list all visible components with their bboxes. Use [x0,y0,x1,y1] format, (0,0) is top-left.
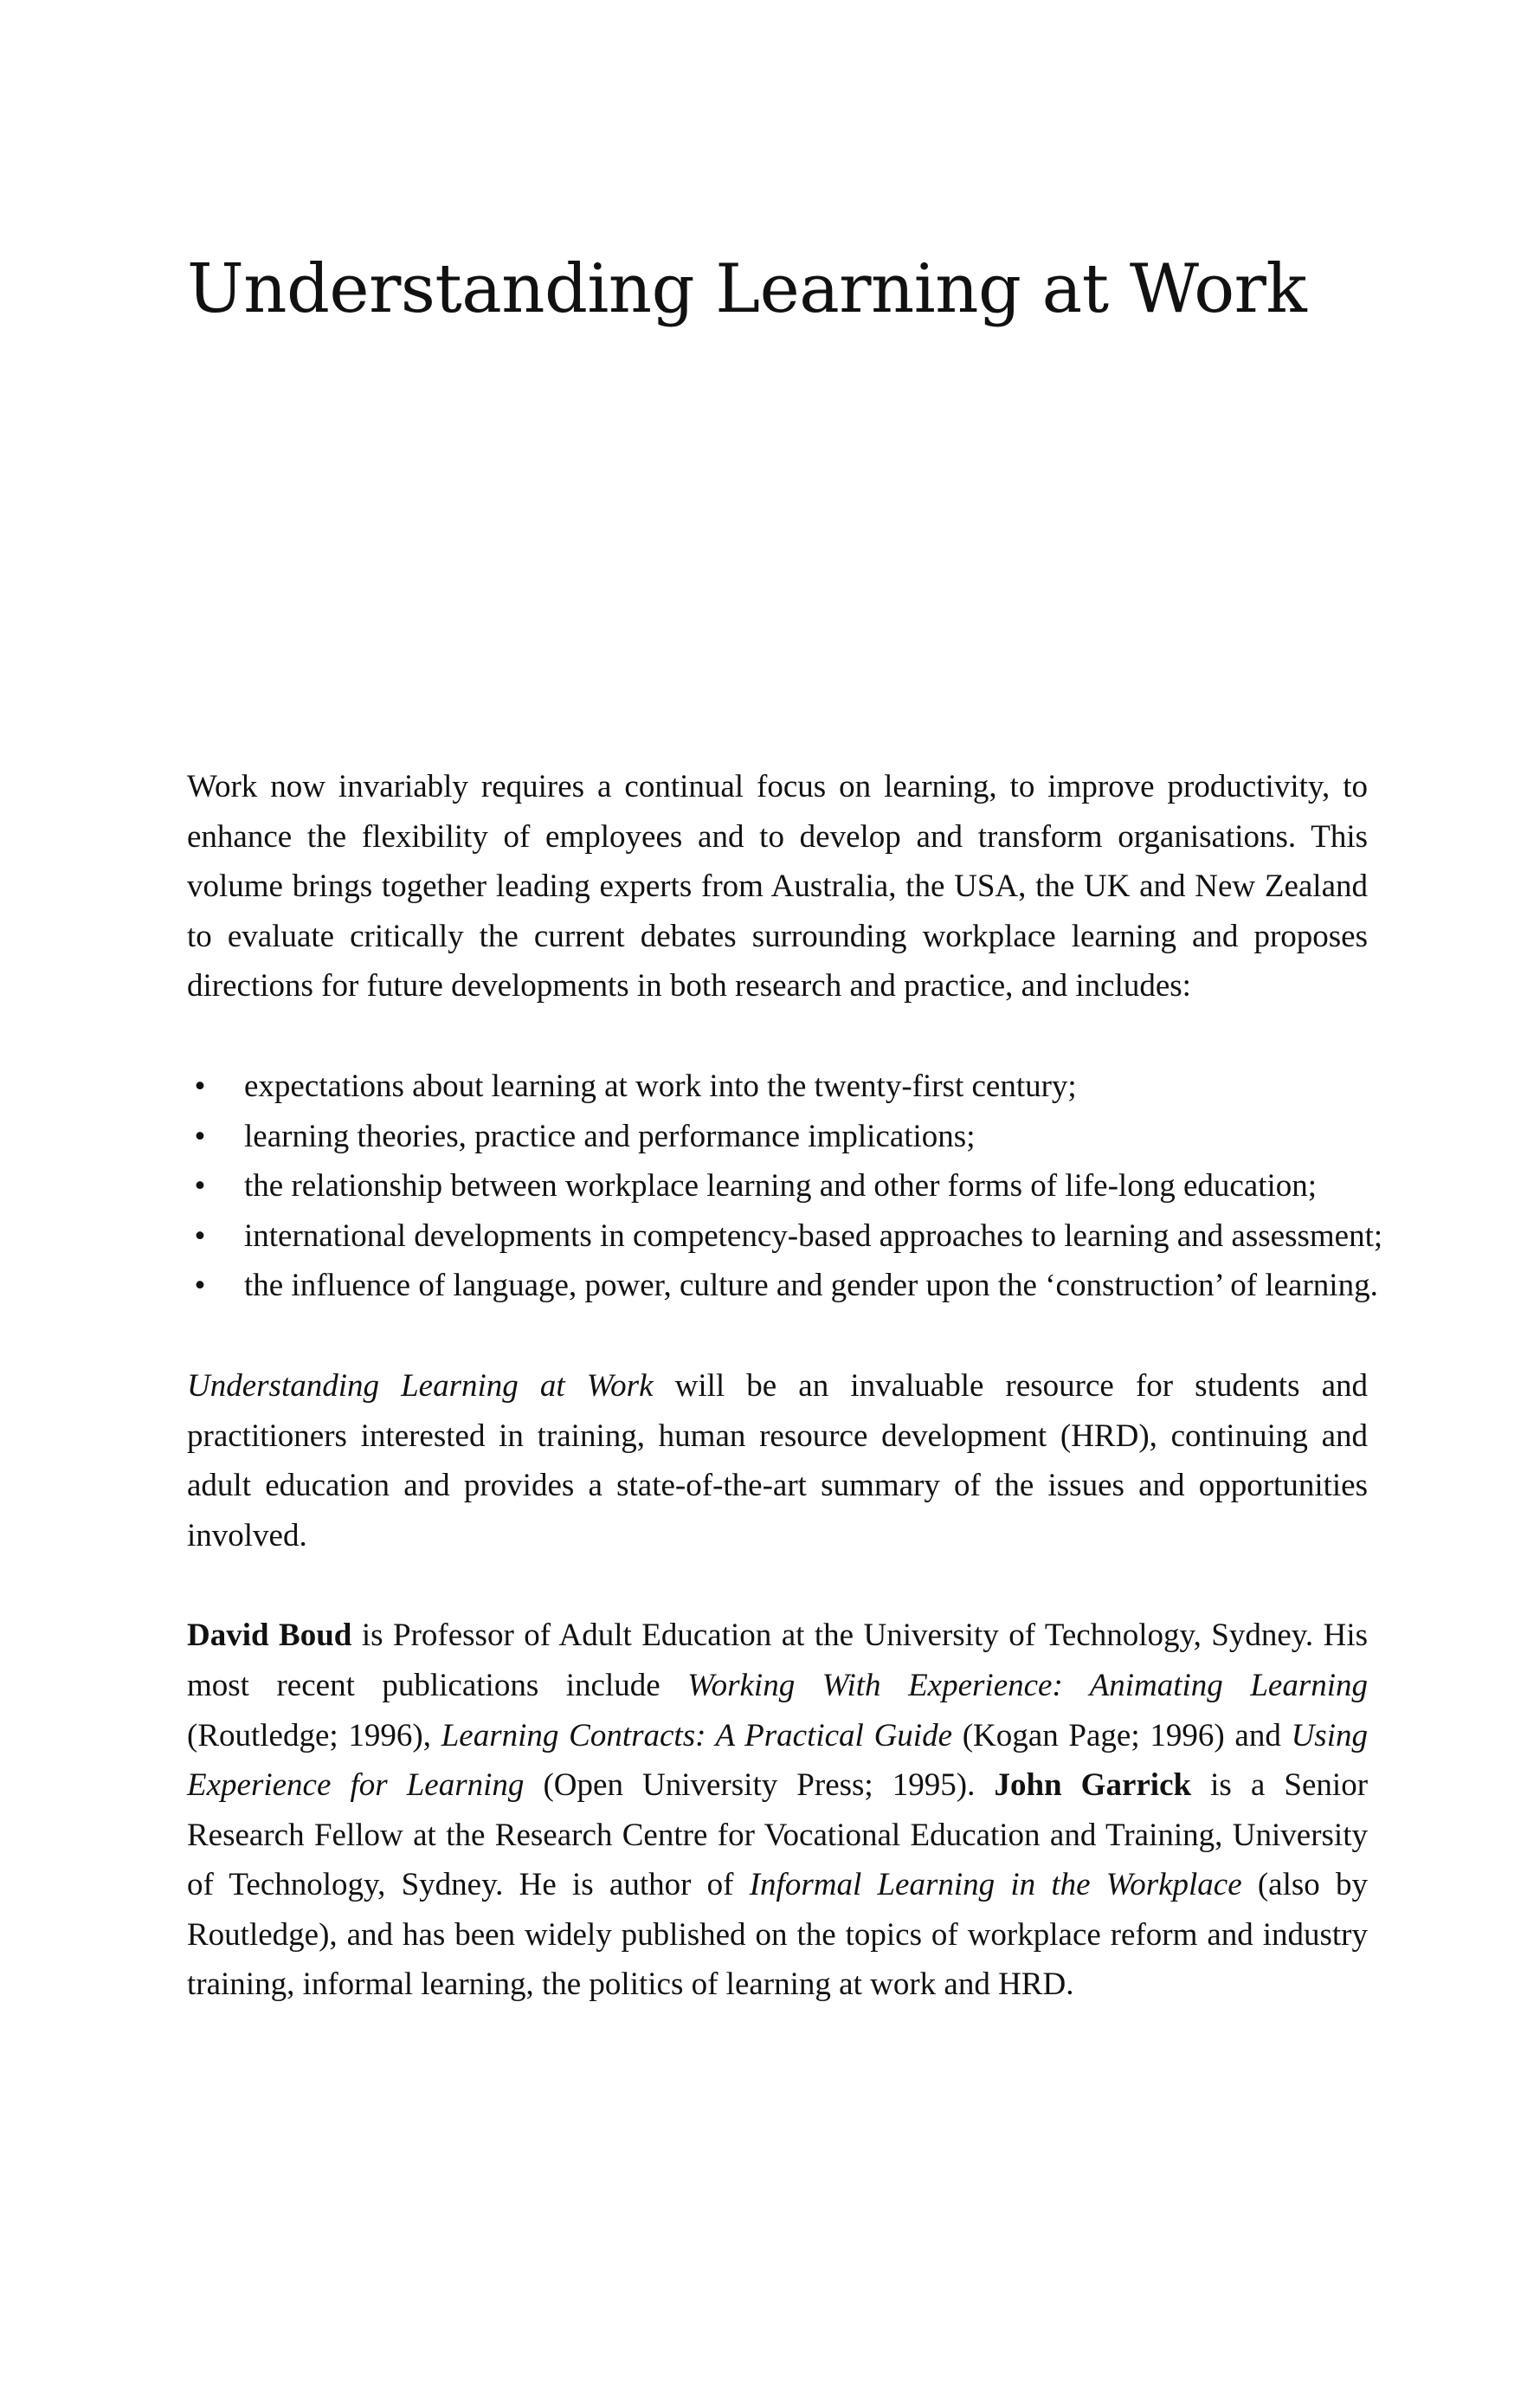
list-item-text: learning theories, practice and performance implications; [244,1118,976,1154]
author-name-john-garrick: John Garrick [994,1767,1192,1804]
author-text: (Open University Press; 1995). [524,1767,995,1804]
book-title-italic: Using Experience for Learning [187,1717,1368,1804]
list-item [187,1161,1368,1211]
summary-text: will be an invaluable resource for students and practitioners interested in training, human resource development (HRD), continuing and adult education and provides a state-of-the-art summary of the issues and opportunities involved. [187,1367,1368,1553]
authors-paragraph [187,1611,1368,2010]
page-title: Understanding Learning at Work [187,250,1307,328]
list-item-text: international developments in competency-based approaches to learning and assessment; [244,1217,1383,1254]
author-name-david-boud: David Boud [187,1618,352,1654]
list-item-text: expectations about learning at work into the twenty-first century; [244,1068,1077,1104]
list-item [187,1211,1383,1262]
intro-paragraph: Work now invariably requires a continual focus on learning, to improve productivity, to enhance the flexibility of employees and to develop and transform organisations. This volume brings together leading experts from Australia, the USA, the UK and New Zealand to evaluate critically the current debates surrounding workplace learning and proposes directions for future developments in both research and practice, and includes: [187,769,1368,1004]
list-item-text: the influence of language, power, culture and gender upon the ‘construction’ of learning. [244,1268,1378,1304]
book-title-italic: Learning Contracts: A Practical Guide [441,1717,952,1753]
book-title-italic: Informal Learning in the Workplace [749,1867,1242,1903]
list-item-text: the relationship between workplace learning and other forms of life-long education; [244,1168,1318,1204]
list-item [187,1112,1368,1162]
book-title-italic: Working With Experience: Animating Learning [687,1667,1368,1703]
bullet-icon: • [194,1168,206,1204]
author-text: is Professor of Adult Education at the University of Technology, Sydney. His most recent publications include [187,1618,1369,1703]
bullet-icon: • [194,1068,206,1104]
author-text: (Kogan Page; 1996) and [952,1717,1292,1753]
list-item [187,1062,1368,1112]
list-item [187,1261,1378,1311]
author-text: (Routledge; 1996), [187,1717,441,1753]
summary-paragraph [187,1361,1368,1560]
author-text: (also by Routledge), and has been widely published on the topics of workplace reform and industry training, informal learning, the politics of learning at work and HRD. [187,1867,1369,2003]
book-title-italic: Understanding Learning at Work [187,1367,654,1404]
topics-list [187,1062,1383,1311]
author-text: is a Senior Research Fellow at the Research Centre for Vocational Education and Training, University of Technology, Sydney. He is author of [187,1767,1369,1903]
bullet-icon: • [194,1217,206,1254]
bullet-icon: • [194,1118,206,1154]
bullet-icon: • [194,1268,206,1304]
body-text [187,762,1383,2010]
